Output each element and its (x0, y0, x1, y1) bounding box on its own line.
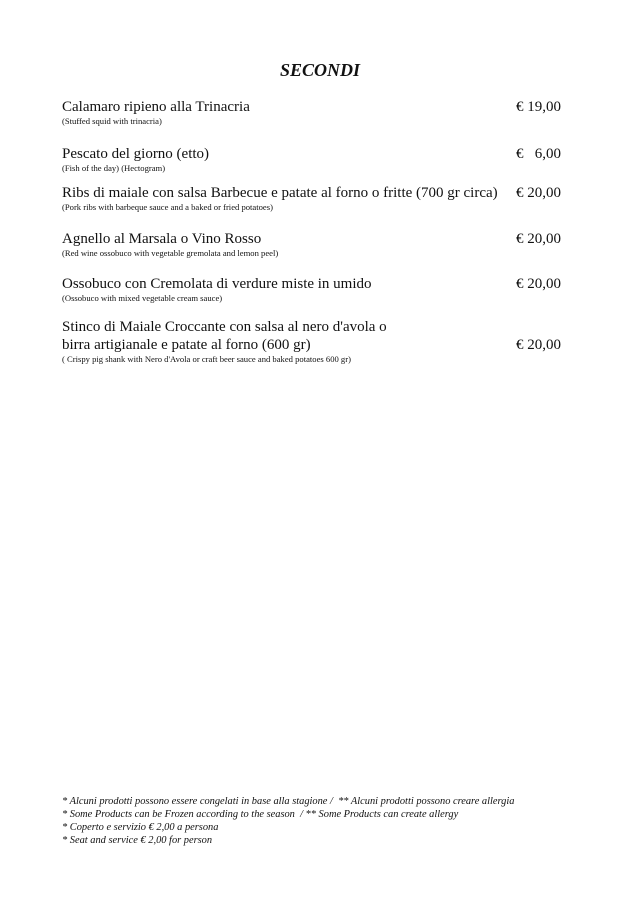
menu-item (62, 230, 510, 258)
item-description: (Pork ribs with barbeque sauce and a baked or fried potatoes) (62, 202, 273, 212)
item-description: ( Crispy pig shank with Nero d'Avola or craft beer sauce and baked potatoes 600 gr) (62, 354, 351, 364)
footer-notes (62, 795, 514, 847)
item-price: € 20,00 (516, 185, 561, 201)
item-price: € 6,00 (516, 146, 561, 162)
item-price: € 20,00 (516, 337, 561, 353)
footer-note: * Seat and service € 2,00 for person (62, 835, 213, 846)
item-name: Ribs di maiale con salsa Barbecue e patate al forno o fritte (700 gr circa) (62, 185, 498, 201)
menu-item (62, 275, 510, 303)
item-price: € 20,00 (516, 231, 561, 247)
footer-note: * Alcuni prodotti possono essere congelati in base alla stagione / ** Alcuni prodotti possono creare allergia (62, 796, 515, 807)
menu-item (62, 98, 510, 126)
item-name-line2: birra artigianale e patate al forno (600 gr) (62, 337, 311, 353)
item-name: Stinco di Maiale Croccante con salsa al nero d'avola o (62, 319, 387, 335)
item-name: Ossobuco con Cremolata di verdure miste in umido (62, 276, 372, 292)
menu-item (62, 184, 510, 212)
item-name: Calamaro ripieno alla Trinacria (62, 99, 250, 115)
page-title: SECONDI (279, 60, 361, 80)
item-price: € 19,00 (516, 99, 561, 115)
menu-item (62, 318, 510, 364)
item-price: € 20,00 (516, 276, 561, 292)
item-name: Agnello al Marsala o Vino Rosso (62, 231, 262, 247)
item-name: Pescato del giorno (etto) (62, 146, 210, 162)
footer-note: * Some Products can be Frozen according to the season / ** Some Products can create allergy (62, 809, 459, 820)
menu-item (62, 145, 510, 173)
item-description: (Ossobuco with mixed vegetable cream sauce) (62, 293, 223, 303)
item-description: (Stuffed squid with trinacria) (62, 116, 162, 126)
item-description: (Red wine ossobuco with vegetable gremolata and lemon peel) (62, 248, 279, 258)
footer-note: * Coperto e servizio € 2,00 a persona (62, 822, 219, 833)
item-description: (Fish of the day) (Hectogram) (62, 163, 166, 173)
